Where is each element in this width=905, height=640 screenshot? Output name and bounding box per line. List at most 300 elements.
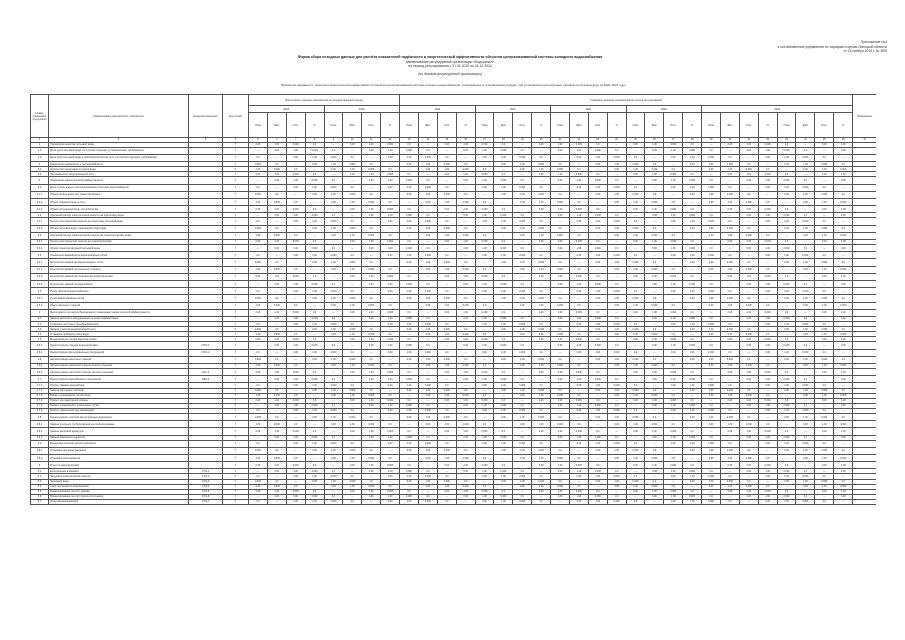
value-cell: — <box>702 369 721 376</box>
row-name: Автоматизация насосной станции третьего подъёма <box>49 369 189 376</box>
value-cell: — <box>362 252 381 259</box>
value-cell: — <box>381 356 400 363</box>
value-cell: — <box>683 421 702 428</box>
value-cell: 0,0 <box>513 245 532 252</box>
value-cell: 0,000 <box>324 440 343 447</box>
value-cell: 0,000 <box>607 218 626 225</box>
value-cell: — <box>834 154 853 161</box>
value-cell: 0,00 <box>305 479 324 484</box>
value-cell: — <box>305 266 324 273</box>
value-cell: 0,00 <box>362 342 381 349</box>
value-cell: — <box>739 474 758 479</box>
note-cell <box>853 302 876 309</box>
row-number: 3.4.2 <box>31 266 49 273</box>
value-cell: 0,0 <box>607 342 626 349</box>
value-cell: 0,0 <box>664 421 683 428</box>
value-cell: 0,0 <box>777 369 796 376</box>
value-cell: 1,00 <box>381 316 400 321</box>
value-cell: — <box>607 398 626 403</box>
value-cell: 0,0 <box>664 167 683 172</box>
value-cell: 0,00 <box>249 489 268 494</box>
value-cell: 1,00 <box>475 245 494 252</box>
value-cell: 0,00 <box>588 191 607 198</box>
row-name: Финансирование за счёт тарифа <box>49 489 189 494</box>
value-cell: 0,0 <box>494 206 513 213</box>
value-cell: 0,00 <box>607 393 626 398</box>
value-cell: 1,00 <box>456 172 475 177</box>
value-cell: 0,00 <box>626 239 645 244</box>
value-cell: — <box>324 206 343 213</box>
value-cell: 0,000 <box>475 489 494 494</box>
value-cell: 1,00 <box>475 177 494 184</box>
value-cell: — <box>305 421 324 428</box>
value-cell: 0,000 <box>551 167 570 172</box>
value-cell: 0,0 <box>437 154 456 161</box>
value-cell: 1,00 <box>777 408 796 413</box>
value-cell: — <box>267 322 286 327</box>
value-cell: 0,0 <box>588 172 607 177</box>
value-cell: 1,00 <box>249 198 268 205</box>
value-cell: 0,000 <box>456 393 475 398</box>
value-cell: 1,00 <box>739 428 758 435</box>
header-sub: План <box>400 113 419 138</box>
value-cell: — <box>456 408 475 413</box>
row-name: Замена стальных трубопроводов на полиэтиленовые <box>49 421 189 428</box>
value-cell: — <box>494 421 513 428</box>
value-cell: — <box>532 245 551 252</box>
value-cell: 1,00 <box>664 316 683 321</box>
value-cell: 1,00 <box>796 259 815 266</box>
value-cell: 0,000 <box>362 198 381 205</box>
value-cell: 0,0 <box>551 259 570 266</box>
value-cell: 1,00 <box>720 167 739 172</box>
value-cell: 0,000 <box>720 259 739 266</box>
value-cell: — <box>777 455 796 462</box>
value-cell: — <box>758 295 777 302</box>
value-cell: 1,00 <box>286 469 305 474</box>
value-cell: 0,0 <box>249 154 268 161</box>
value-cell: 0,0 <box>362 479 381 484</box>
value-cell: — <box>720 494 739 499</box>
value-cell: 0,0 <box>569 302 588 309</box>
value-cell: 1,00 <box>286 280 305 287</box>
value-cell: 0,00 <box>305 413 324 420</box>
value-cell: 0,0 <box>324 403 343 408</box>
value-cell: 1,00 <box>815 421 834 428</box>
value-cell: — <box>381 225 400 232</box>
value-cell: — <box>569 388 588 393</box>
value-cell: — <box>834 218 853 225</box>
header-sub: % <box>305 113 324 138</box>
value-cell: 0,00 <box>249 239 268 244</box>
value-cell: 0,0 <box>551 191 570 198</box>
value-cell: 0,000 <box>305 469 324 474</box>
value-cell: 0,000 <box>702 349 721 356</box>
value-cell: 0,000 <box>588 403 607 408</box>
value-cell: 0,000 <box>815 479 834 484</box>
value-cell: — <box>437 435 456 440</box>
value-cell: — <box>645 218 664 225</box>
row-code: СПО-1 <box>189 342 223 349</box>
row-code <box>189 462 223 469</box>
value-cell: 0,00 <box>607 484 626 489</box>
value-cell: 0,0 <box>456 447 475 454</box>
header-sub: План <box>626 113 645 138</box>
value-cell: 0,000 <box>343 225 362 232</box>
value-cell: 0,00 <box>588 225 607 232</box>
value-cell: 1,00 <box>815 363 834 368</box>
value-cell: 0,0 <box>456 225 475 232</box>
value-cell: 0,0 <box>381 421 400 428</box>
value-cell: 0,0 <box>702 494 721 499</box>
row-number: 4.3 <box>31 327 49 332</box>
row-unit: Г <box>223 369 249 376</box>
value-cell: 1,00 <box>418 356 437 363</box>
value-cell: 0,0 <box>267 356 286 363</box>
value-cell: — <box>569 259 588 266</box>
row-number: 4.8 <box>31 413 49 420</box>
value-cell: 0,00 <box>362 280 381 287</box>
value-cell: 1,00 <box>381 245 400 252</box>
value-cell: 0,00 <box>777 162 796 167</box>
value-cell: 0,00 <box>626 172 645 177</box>
value-cell: — <box>720 376 739 383</box>
value-cell: 0,000 <box>362 332 381 337</box>
value-cell: 1,00 <box>588 499 607 504</box>
value-cell: 0,000 <box>400 403 419 408</box>
table-row <box>31 349 877 356</box>
value-cell: 1,00 <box>683 408 702 413</box>
value-cell: 0,0 <box>834 259 853 266</box>
value-cell: 0,00 <box>569 383 588 388</box>
value-cell: 0,00 <box>702 393 721 398</box>
header-sub: Факт <box>267 113 286 138</box>
row-name: Ремонт резервуаров чистой воды <box>49 393 189 398</box>
value-cell: 1,00 <box>267 239 286 244</box>
value-cell: 0,00 <box>815 142 834 147</box>
value-cell: 0,000 <box>456 421 475 428</box>
value-cell: — <box>418 206 437 213</box>
value-cell: 0,000 <box>418 322 437 327</box>
value-cell: 0,0 <box>664 198 683 205</box>
value-cell: 1,00 <box>324 191 343 198</box>
value-cell: 0,0 <box>815 408 834 413</box>
value-cell: — <box>286 162 305 167</box>
value-cell: 0,00 <box>456 494 475 499</box>
row-code: СТЭ-5 <box>189 489 223 494</box>
value-cell: 0,000 <box>588 147 607 154</box>
value-cell: 1,00 <box>494 408 513 413</box>
value-cell: 0,00 <box>645 245 664 252</box>
value-cell: 0,000 <box>815 327 834 332</box>
note-cell <box>853 295 876 302</box>
value-cell: 0,000 <box>475 462 494 469</box>
value-cell: 0,000 <box>569 369 588 376</box>
value-cell: — <box>513 309 532 316</box>
value-cell: 1,00 <box>286 316 305 321</box>
value-cell: 1,00 <box>702 447 721 454</box>
value-cell: 0,000 <box>324 408 343 413</box>
value-cell: — <box>815 469 834 474</box>
value-cell: — <box>362 499 381 504</box>
table-row <box>31 356 877 363</box>
value-cell: 0,000 <box>645 363 664 368</box>
value-cell: 1,00 <box>532 363 551 368</box>
value-cell: 1,00 <box>513 162 532 167</box>
value-cell: 0,00 <box>683 295 702 302</box>
column-number: 27 <box>664 138 683 143</box>
value-cell: — <box>607 489 626 494</box>
value-cell: 0,0 <box>834 327 853 332</box>
value-cell: — <box>362 383 381 388</box>
value-cell: 0,000 <box>739 302 758 309</box>
value-cell: 0,000 <box>683 316 702 321</box>
row-number: 1 <box>31 142 49 147</box>
row-name: Доля потерь воды в централизованных системах водоснабжения <box>49 184 189 191</box>
value-cell: 0,00 <box>494 191 513 198</box>
value-cell: 0,0 <box>513 435 532 440</box>
value-cell: 0,0 <box>588 489 607 494</box>
value-cell: 0,0 <box>626 154 645 161</box>
value-cell: 0,0 <box>739 388 758 393</box>
value-cell: 0,0 <box>532 252 551 259</box>
value-cell: 0,00 <box>702 198 721 205</box>
value-cell: 0,0 <box>324 435 343 440</box>
value-cell: 0,0 <box>551 479 570 484</box>
value-cell: — <box>513 337 532 342</box>
value-cell: — <box>607 337 626 342</box>
value-cell: — <box>381 413 400 420</box>
value-cell: — <box>815 245 834 252</box>
value-cell: 0,000 <box>645 198 664 205</box>
value-cell: 0,000 <box>305 435 324 440</box>
value-cell: 0,0 <box>418 147 437 154</box>
row-number: 4.8.3 <box>31 435 49 440</box>
row-code: СТЭ-1 <box>189 469 223 474</box>
value-cell: 0,00 <box>494 388 513 393</box>
row-unit: Г <box>223 484 249 489</box>
table-row <box>31 266 877 273</box>
value-cell: 0,00 <box>494 259 513 266</box>
value-cell: — <box>381 259 400 266</box>
note-cell <box>853 455 876 462</box>
value-cell: 1,00 <box>607 447 626 454</box>
value-cell: 1,00 <box>796 447 815 454</box>
table-row <box>31 273 877 280</box>
value-cell: 1,00 <box>362 172 381 177</box>
value-cell: 0,000 <box>777 342 796 349</box>
value-cell: 0,00 <box>683 413 702 420</box>
value-cell: — <box>343 435 362 440</box>
value-cell: 0,00 <box>551 280 570 287</box>
value-cell: 1,00 <box>664 213 683 218</box>
value-cell: 0,0 <box>494 172 513 177</box>
value-cell: 0,0 <box>343 322 362 327</box>
value-cell: — <box>758 479 777 484</box>
value-cell: 1,00 <box>418 447 437 454</box>
value-cell: 0,000 <box>513 252 532 259</box>
value-cell: 0,0 <box>343 288 362 295</box>
value-cell: 0,00 <box>664 154 683 161</box>
value-cell: 1,00 <box>588 408 607 413</box>
note-cell <box>853 356 876 363</box>
value-cell: 0,000 <box>739 232 758 239</box>
value-cell: — <box>494 232 513 239</box>
value-cell: 0,000 <box>494 213 513 218</box>
value-cell: 0,0 <box>286 484 305 489</box>
value-cell: 0,000 <box>551 421 570 428</box>
value-cell: 0,000 <box>834 167 853 172</box>
value-cell: 0,000 <box>249 479 268 484</box>
value-cell: 0,000 <box>664 462 683 469</box>
row-code <box>189 356 223 363</box>
value-cell: 1,00 <box>494 383 513 388</box>
value-cell: 0,0 <box>683 142 702 147</box>
value-cell: — <box>343 403 362 408</box>
header-year2021: 2021 <box>475 106 551 113</box>
value-cell: 0,0 <box>362 225 381 232</box>
value-cell: 1,00 <box>551 239 570 244</box>
value-cell: 0,00 <box>758 383 777 388</box>
value-cell: — <box>702 489 721 494</box>
value-cell: 0,0 <box>702 147 721 154</box>
value-cell: 0,0 <box>437 218 456 225</box>
value-cell: 0,000 <box>513 349 532 356</box>
value-cell: 0,00 <box>569 499 588 504</box>
column-number: 25 <box>626 138 645 143</box>
value-cell: 1,00 <box>607 327 626 332</box>
value-cell: 1,00 <box>796 327 815 332</box>
value-cell: 1,00 <box>626 232 645 239</box>
row-code: СТЭ-2 <box>189 474 223 479</box>
value-cell: — <box>796 142 815 147</box>
note-cell <box>853 462 876 469</box>
value-cell: 0,000 <box>720 225 739 232</box>
value-cell: 0,0 <box>418 316 437 321</box>
row-number: 5.5 <box>31 489 49 494</box>
value-cell: 1,00 <box>720 363 739 368</box>
value-cell: 0,00 <box>720 206 739 213</box>
row-name: Реконструкция водозаборных сооружений <box>49 376 189 383</box>
row-unit: Г <box>223 435 249 440</box>
value-cell: 0,000 <box>305 147 324 154</box>
value-cell: 0,00 <box>267 494 286 499</box>
value-cell: — <box>249 316 268 321</box>
value-cell: 0,0 <box>324 177 343 184</box>
value-cell: — <box>739 383 758 388</box>
value-cell: 1,00 <box>569 342 588 349</box>
value-cell: 0,000 <box>513 154 532 161</box>
value-cell: 0,000 <box>815 225 834 232</box>
value-cell: — <box>513 462 532 469</box>
value-cell: — <box>513 489 532 494</box>
row-unit: Г <box>223 494 249 499</box>
value-cell: 1,00 <box>777 440 796 447</box>
value-cell: 1,00 <box>834 206 853 213</box>
value-cell: — <box>494 455 513 462</box>
value-cell: 0,000 <box>569 172 588 177</box>
value-cell: 1,00 <box>267 273 286 280</box>
value-cell: — <box>758 259 777 266</box>
value-cell: 0,00 <box>494 162 513 167</box>
value-cell: 0,0 <box>286 266 305 273</box>
value-cell: 0,00 <box>683 327 702 332</box>
value-cell: — <box>343 147 362 154</box>
row-unit: Г <box>223 316 249 321</box>
value-cell: — <box>362 322 381 327</box>
note-cell <box>853 232 876 239</box>
value-cell: 0,000 <box>343 388 362 393</box>
value-cell: 0,00 <box>513 393 532 398</box>
value-cell: 0,0 <box>683 172 702 177</box>
value-cell: 0,0 <box>532 383 551 388</box>
value-cell: — <box>739 288 758 295</box>
value-cell: 0,0 <box>834 225 853 232</box>
value-cell: 0,0 <box>305 398 324 403</box>
value-cell: 0,000 <box>418 154 437 161</box>
value-cell: 1,00 <box>815 266 834 273</box>
value-cell: 0,000 <box>758 337 777 342</box>
value-cell: 0,000 <box>815 413 834 420</box>
value-cell: 1,00 <box>249 167 268 172</box>
value-cell: 0,000 <box>456 167 475 172</box>
row-unit: Г <box>223 259 249 266</box>
value-cell: 0,000 <box>249 327 268 332</box>
note-cell <box>853 184 876 191</box>
value-cell: 0,0 <box>532 288 551 295</box>
value-cell: 0,000 <box>645 167 664 172</box>
value-cell: 0,00 <box>513 302 532 309</box>
value-cell: — <box>739 440 758 447</box>
value-cell: 0,00 <box>796 302 815 309</box>
value-cell: 0,000 <box>664 273 683 280</box>
value-cell: 1,00 <box>267 489 286 494</box>
value-cell: 0,00 <box>758 440 777 447</box>
value-cell: 0,00 <box>569 474 588 479</box>
value-cell: 0,000 <box>777 316 796 321</box>
row-number: 3.5.2 <box>31 302 49 309</box>
value-cell: 1,00 <box>758 280 777 287</box>
value-cell: 0,000 <box>286 239 305 244</box>
value-cell: — <box>494 363 513 368</box>
value-cell: 0,0 <box>362 356 381 363</box>
value-cell: 1,00 <box>249 332 268 337</box>
value-cell: 0,0 <box>475 266 494 273</box>
value-cell: 0,0 <box>400 273 419 280</box>
value-cell: — <box>702 309 721 316</box>
value-cell: 0,00 <box>664 474 683 479</box>
value-cell: 1,00 <box>475 403 494 408</box>
value-cell: 0,000 <box>513 322 532 327</box>
value-cell: 1,00 <box>418 225 437 232</box>
value-cell: 0,000 <box>569 398 588 403</box>
value-cell: 1,00 <box>739 489 758 494</box>
note-cell <box>853 266 876 273</box>
row-name: Замена пожарных гидрантов <box>49 435 189 440</box>
value-cell: 1,00 <box>645 309 664 316</box>
value-cell: 0,00 <box>683 447 702 454</box>
value-cell: 0,0 <box>249 184 268 191</box>
value-cell: — <box>834 408 853 413</box>
header-sub: % <box>532 113 551 138</box>
value-cell: 0,0 <box>777 428 796 435</box>
document-title: Форма сбора исходных данных для расчёта показателей надёжности и энергетической эффективности объектов централизованной системы холодного водоснабжения <box>297 55 603 59</box>
table-row <box>31 455 877 462</box>
value-cell: 0,00 <box>475 218 494 225</box>
value-cell: 0,000 <box>381 398 400 403</box>
value-cell: 0,00 <box>343 239 362 244</box>
table-row <box>31 288 877 295</box>
